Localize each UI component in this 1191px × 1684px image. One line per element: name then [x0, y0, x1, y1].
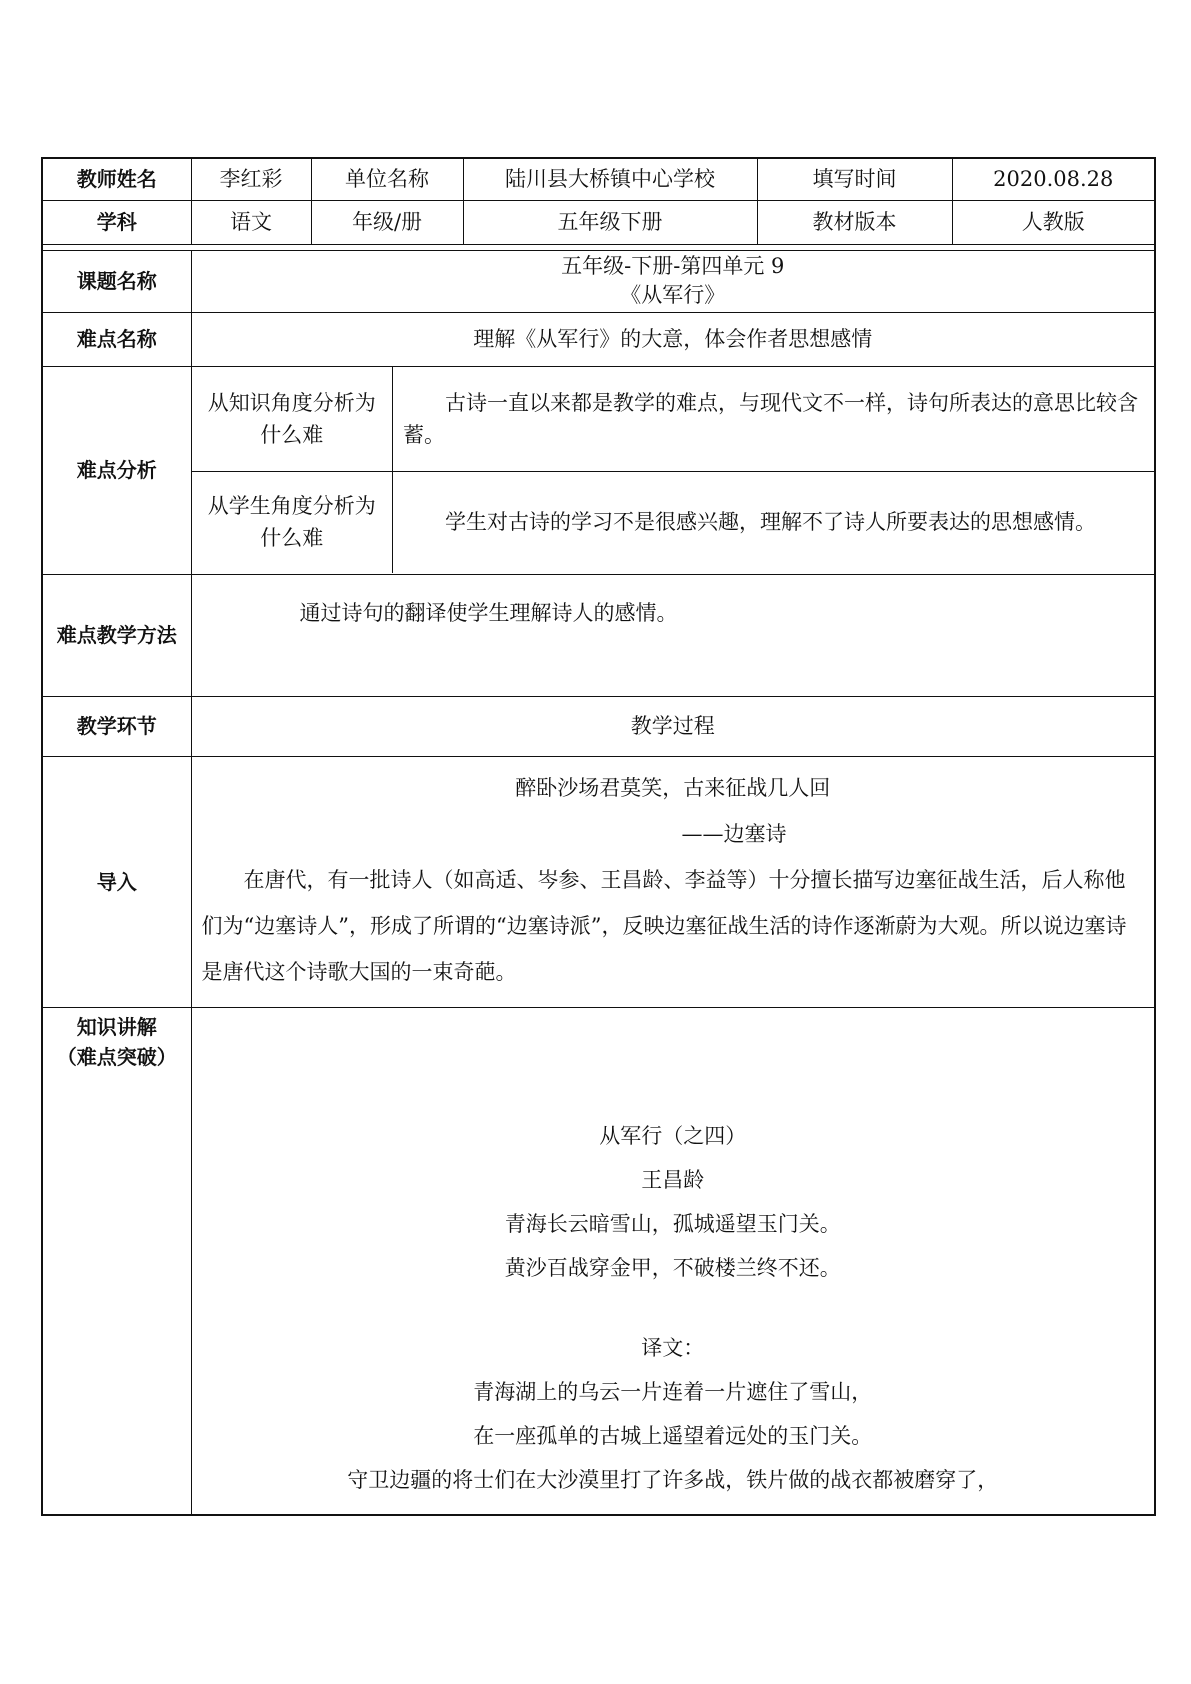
method-row [42, 574, 1155, 696]
edition-label: 教材版本 [757, 200, 952, 244]
method-label: 难点教学方法 [42, 574, 191, 696]
date-value: 2020.08.28 [952, 158, 1155, 200]
unit-label: 单位名称 [311, 158, 463, 200]
header-row-2 [42, 200, 1155, 244]
knowledge-question: 从知识角度分析为什么难 [192, 367, 393, 471]
subject-label: 学科 [42, 200, 191, 244]
difficulty-row [42, 312, 1155, 366]
intro-quote: 醉卧沙场君莫笑，古来征战几人回 [515, 775, 831, 800]
student-question: 从学生角度分析为什么难 [192, 471, 393, 573]
intro-paragraph: 在唐代，有一批诗人（如高适、岑参、王昌龄、李益等）十分擅长描写边塞征战生活，后人称他们为“边塞诗人”，形成了所谓的“边塞诗派”，反映边塞征战生活的诗作逐渐蔚为大观。所以说边塞诗是唐代这个诗歌大国的一束奇葩。 [201, 867, 1127, 984]
poem-line-2: 黄沙百战穿金甲，不破楼兰终不还。 [504, 1255, 841, 1280]
method-value: 通过诗句的翻译使学生理解诗人的感情。 [191, 574, 1155, 696]
topic-line-2: 《从军行》 [620, 283, 726, 307]
grade-label: 年级/册 [311, 200, 463, 244]
analysis-student-row [192, 471, 1155, 573]
topic-line-1: 五年级-下册-第四单元 9 [561, 254, 785, 278]
teacher-label: 教师姓名 [42, 158, 191, 200]
topic-value [191, 250, 1155, 312]
analysis-cell [191, 366, 1155, 574]
student-answer: 学生对古诗的学习不是很感兴趣，理解不了诗人所要表达的思想感情。 [393, 471, 1155, 573]
unit-value: 陆川县大桥镇中心学校 [463, 158, 757, 200]
process-label: 教学环节 [42, 696, 191, 756]
topic-row [42, 250, 1155, 312]
knowledge-row [42, 1007, 1155, 1515]
translation-line-2: 在一座孤单的古城上遥望着远处的玉门关。 [473, 1423, 873, 1448]
teacher-value: 李红彩 [191, 158, 311, 200]
knowledge-label-line-1: 知识讲解 [76, 1014, 157, 1039]
lesson-plan-table [41, 157, 1156, 1516]
translation-line-3: 守卫边疆的将士们在大沙漠里打了许多战，铁片做的战衣都被磨穿了， [347, 1467, 999, 1492]
translation-line-1: 青海湖上的乌云一片连着一片遮住了雪山， [473, 1379, 873, 1404]
intro-attribution: ——边塞诗 [681, 821, 787, 846]
analysis-knowledge-row [192, 367, 1155, 471]
topic-label: 课题名称 [42, 250, 191, 312]
knowledge-answer: 古诗一直以来都是教学的难点，与现代文不一样，诗句所表达的意思比较含蓄。 [403, 390, 1138, 447]
header-row-1 [42, 158, 1155, 200]
knowledge-label [42, 1007, 191, 1515]
translation-label: 译文： [641, 1335, 705, 1360]
subject-value: 语文 [191, 200, 311, 244]
poem-title: 从军行（之四） [599, 1123, 747, 1148]
grade-value: 五年级下册 [463, 200, 757, 244]
analysis-row [42, 366, 1155, 574]
knowledge-label-line-2: （难点突破） [56, 1044, 177, 1069]
process-value: 教学过程 [191, 696, 1155, 756]
difficulty-value: 理解《从军行》的大意，体会作者思想感情 [191, 312, 1155, 366]
edition-value: 人教版 [952, 200, 1155, 244]
knowledge-content [191, 1007, 1155, 1515]
poem-author: 王昌龄 [641, 1167, 705, 1192]
difficulty-label: 难点名称 [42, 312, 191, 366]
analysis-label: 难点分析 [42, 366, 191, 574]
poem-line-1: 青海长云暗雪山，孤城遥望玉门关。 [504, 1211, 841, 1236]
lesson-plan-page [41, 157, 1154, 1516]
process-row [42, 696, 1155, 756]
analysis-inner-table [192, 367, 1155, 573]
intro-row [42, 756, 1155, 1007]
intro-content [191, 756, 1155, 1007]
poem-spacer [192, 1290, 1155, 1326]
intro-label: 导入 [42, 756, 191, 1007]
date-label: 填写时间 [757, 158, 952, 200]
